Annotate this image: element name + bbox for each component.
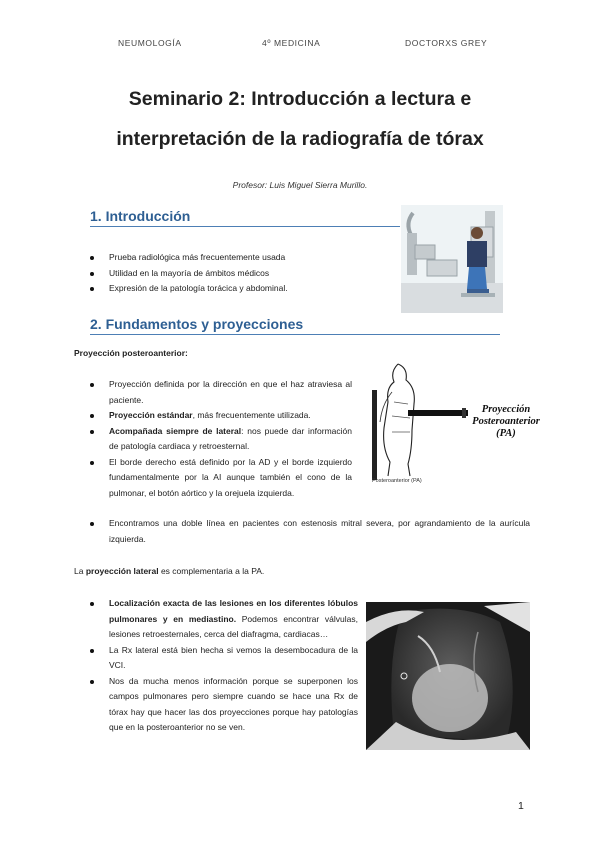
pa-bullet-list: [82, 377, 352, 501]
list-item: Utilidad en la mayoría de ámbitos médicos: [82, 266, 382, 282]
pa-caption-line1: Proyección: [481, 404, 531, 415]
list-item: Proyección estándar, más frecuentemente utilizada.: [82, 408, 352, 424]
lateral-bullet-list: [82, 596, 358, 736]
pa-projection-figure: [368, 358, 538, 490]
xray-room-illustration: [401, 205, 503, 313]
header-author: DOCTORXS GREY: [405, 38, 488, 48]
pa-small-label: Posteroanterior (PA): [372, 478, 422, 484]
lateral-chest-xray-image: [366, 602, 530, 750]
section-fundamentos-heading: 2. Fundamentos y proyecciones: [90, 316, 500, 335]
page-title-line2: interpretación de la radiografía de tórax: [116, 128, 484, 150]
header-year: 4º MEDICINA: [262, 38, 321, 48]
section-introduccion-heading: 1. Introducción: [90, 208, 400, 227]
list-item: Localización exacta de las lesiones en los diferentes lóbulos pulmonares y en mediastino. Podemos encontrar válvulas, lesiones retroesternales, cerca del diafragma, cardiacas…: [82, 596, 358, 643]
intro-bullet-list: [82, 250, 382, 297]
list-item: Expresión de la patología torácica y abdominal.: [82, 281, 382, 297]
page-title-line1: Seminario 2: Introducción a lectura e: [128, 88, 472, 110]
list-item: El borde derecho está definido por la AD y el borde izquierdo fundamentalmente por la AI aunque también el cono de la pulmonar, el botón aórtico y la orejuela izquierda.: [82, 455, 352, 502]
pa-label: Proyección posteroanterior:: [74, 348, 188, 358]
list-item: Proyección definida por la dirección en que el haz atraviesa al paciente.: [82, 377, 352, 408]
pa-caption-line3: (PA): [496, 428, 516, 439]
list-item: Nos da mucha menos información porque se superponen los campos pulmonares pero siempre cuando se hace una Rx de tórax hay que hacer las dos proyecciones porque hay patologías que en la posteroanterior no se ven.: [82, 674, 358, 736]
pa-caption-line2: Posteroanterior: [472, 416, 540, 427]
list-item: Prueba radiológica más frecuentemente usada: [82, 250, 382, 266]
header-course: NEUMOLOGÍA: [118, 38, 182, 48]
list-item: La Rx lateral está bien hecha si vemos la desembocadura de la VCI.: [82, 643, 358, 674]
professor-line: Profesor: Luis Miguel Sierra Murillo.: [232, 180, 368, 190]
list-item: Acompañada siempre de lateral: nos puede dar información de patología cardiaca y retroesternal.: [82, 424, 352, 455]
pa-wide-bullet-list: [82, 516, 530, 547]
lateral-intro: La proyección lateral es complementaria a la PA.: [74, 566, 265, 576]
page-number: 1: [518, 800, 524, 812]
list-item: Encontramos una doble línea en pacientes con estenosis mitral severa, por agrandamiento de la aurícula izquierda.: [82, 516, 530, 547]
